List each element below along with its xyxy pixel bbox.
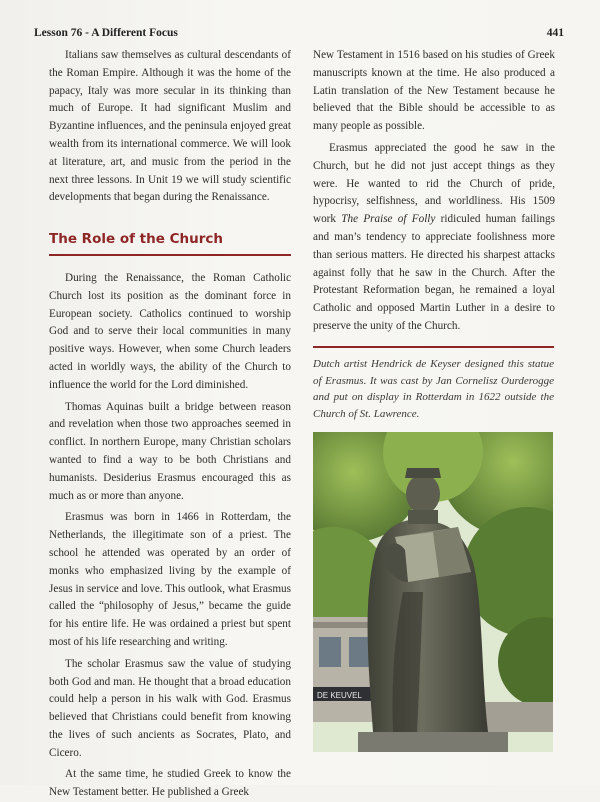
intro-paragraph: Italians saw themselves as cultural descendants of the Roman Empire. Although it was the home of the papacy, Italy was more secular in its thinking than much of Europe. It had significant Muslim and Byzantine influences, and the peninsula enjoyed great wealth from its international commerce. We will look at literature, art, and music from the period in the next three lessons. In Unit 19 we will study scientific developments that began during the Renaissance.: [49, 49, 291, 204]
continuation-paragraph: New Testament in 1516 based on his studies of Greek manuscripts known at the time. He also produced a Latin translation of the New Testament because he believed that the Bible should be accessible to as many people as possible.: [313, 49, 555, 133]
body-paragraph: Erasmus was born in 1466 in Rotterdam, the Netherlands, the illegitimate son of a priest. The school he attended was operated by an order of monks who emphasized living by the example of Jesus in service and love. This outlook, what Erasmus called the “philosophy of Jesus,” became the guide for his entire life. He was ordained a priest but spent most of his life researching and writing.: [49, 511, 291, 648]
running-header: Lesson 76 - A Different Focus: [34, 27, 178, 39]
body-paragraph: During the Renaissance, the Roman Catholic Church lost its position as the dominant force in European society. Catholics continued to worship God and to serve their local communities in many positive ways. However, when some Church leaders acted in worldly ways, the ability of the Church to influence the world for the Lord diminished.: [49, 271, 291, 391]
erasmus-statue-photo: [313, 432, 553, 752]
right-column: [313, 47, 555, 336]
shop-sign-text: DE KEUVEL: [317, 691, 362, 700]
body-paragraph: At the same time, he studied Greek to know the New Testament better. He published a Greek: [49, 768, 291, 799]
body-paragraph: [313, 140, 555, 336]
text-segment: Erasmus appreciated the good he saw in the Church, but he did not just accept things as they were. He wanted to rid the Church of pride, hypocrisy, selfishness, and worldliness. His 1509 work: [313, 141, 555, 226]
photo-caption: Dutch artist Hendrick de Keyser designed this statue of Erasmus. It was cast by Jan Cornelisz Ourderogge and put on display in Rotterdam in 1622 outside the Church of St. Lawrence.: [313, 346, 554, 422]
text-segment: ridiculed human failings and man’s tendency to appreciate foolishness more than serious matters. He directed his sharpest attacks against folly that he saw in the Church. After the Protestant Reformation began, he remained a loyal Catholic and opposed Martin Luther in a desire to preserve the unity of the Church.: [313, 213, 555, 332]
page-number: 441: [546, 27, 564, 39]
left-column: [49, 47, 291, 802]
body-paragraph: The scholar Erasmus saw the value of studying both God and man. He thought that a broad education could help a person in his walk with God. Erasmus believed that Christians could benefit from knowing the lives of such ancients as Socrates, Plato, and Cicero.: [49, 657, 291, 759]
book-title: The Praise of Folly: [341, 213, 436, 226]
section-heading: The Role of the Church: [49, 231, 291, 256]
body-paragraph: Thomas Aquinas built a bridge between reason and revelation when those two approaches seemed in conflict. In northern Europe, many Christian scholars wanted to find a way to be both Christians and humanists. Desiderius Erasmus encouraged this as much as or more than anyone.: [49, 400, 291, 502]
